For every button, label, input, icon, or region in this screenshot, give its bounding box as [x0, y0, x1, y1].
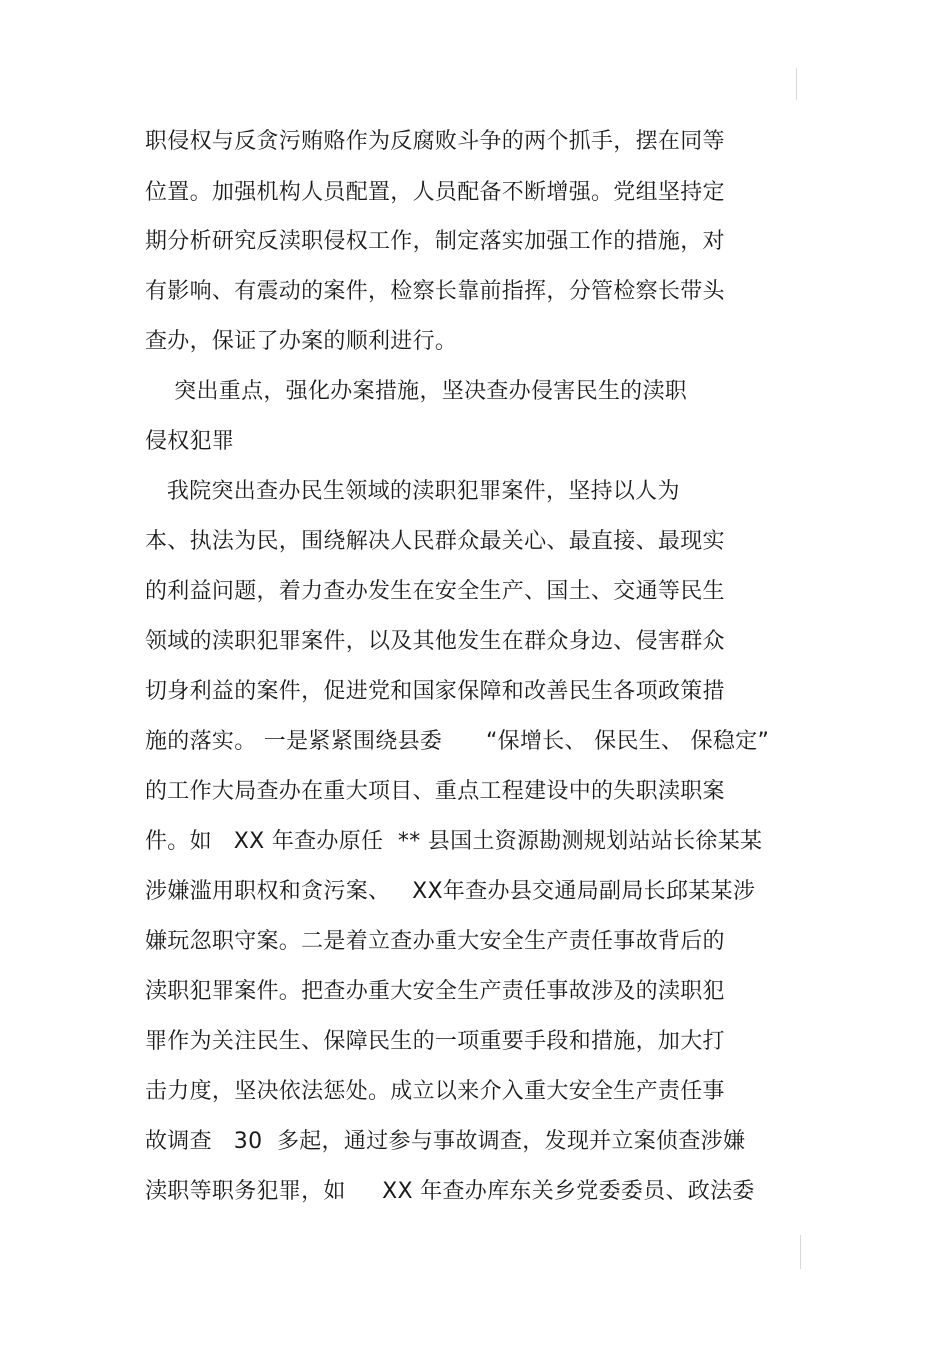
text-line: 嫌玩忽职守案。二是着立查办重大安全生产责任事故背后的 — [145, 929, 725, 954]
text-line: 切身利益的案件，促进党和国家保障和改善民生各项政策措 — [145, 679, 725, 704]
text-line: 罪作为关注民生、保障民生的一项重要手段和措施，加大打 — [145, 1029, 725, 1054]
text-line: 件。如 XX 年查办原任 ** 县国土资源勘测规划站站长徐某某 — [145, 829, 763, 854]
text-line: 领域的渎职犯罪案件，以及其他发生在群众身边、侵害群众 — [145, 629, 725, 654]
text-line: 位置。加强机构人员配置，人员配备不断增强。党组坚持定 — [145, 180, 725, 205]
text-line: 的利益问题，着力查办发生在安全生产、国土、交通等民生 — [145, 579, 725, 604]
text-line: 渎职犯罪案件。把查办重大安全生产责任事故涉及的渎职犯 — [145, 979, 725, 1004]
text-line: 有影响、有震动的案件，检察长靠前指挥，分管检察长带头 — [145, 279, 725, 304]
text-line: 故调查 30 多起，通过参与事故调查，发现并立案侦查涉嫌 — [145, 1129, 746, 1154]
text-line: 击力度，坚决依法惩处。成立以来介入重大安全生产责任事 — [145, 1079, 725, 1104]
text-line: 施的落实。 一是紧紧围绕县委 “保增长、 保民生、 保稳定” — [145, 729, 770, 754]
text-line: 本、执法为民，围绕解决人民群众最关心、最直接、最现实 — [145, 529, 725, 554]
page-corner-mark-top — [796, 68, 797, 100]
section-heading: 突出重点，强化办案措施，坚决查办侵害民生的渎职 — [145, 379, 688, 404]
page-corner-mark-bottom — [800, 1235, 801, 1269]
text-line: 查办，保证了办案的顺利进行。 — [145, 329, 458, 354]
text-line: 渎职等职务犯罪，如 XX 年查办库东关乡党委委员、政法委 — [145, 1179, 755, 1204]
section-heading: 侵权犯罪 — [145, 429, 235, 454]
text-line: 期分析研究反渎职侵权工作，制定落实加强工作的措施，对 — [145, 229, 725, 254]
text-line: 的工作大局查办在重大项目、重点工程建设中的失职渎职案 — [145, 779, 725, 804]
text-line: 涉嫌滥用职权和贪污案、 XX年查办县交通局副局长邱某某涉 — [145, 879, 756, 904]
text-line: 我院突出查办民生领域的渎职犯罪案件，坚持以人为 — [145, 479, 680, 504]
text-line: 职侵权与反贪污贿赂作为反腐败斗争的两个抓手，摆在同等 — [145, 129, 725, 154]
